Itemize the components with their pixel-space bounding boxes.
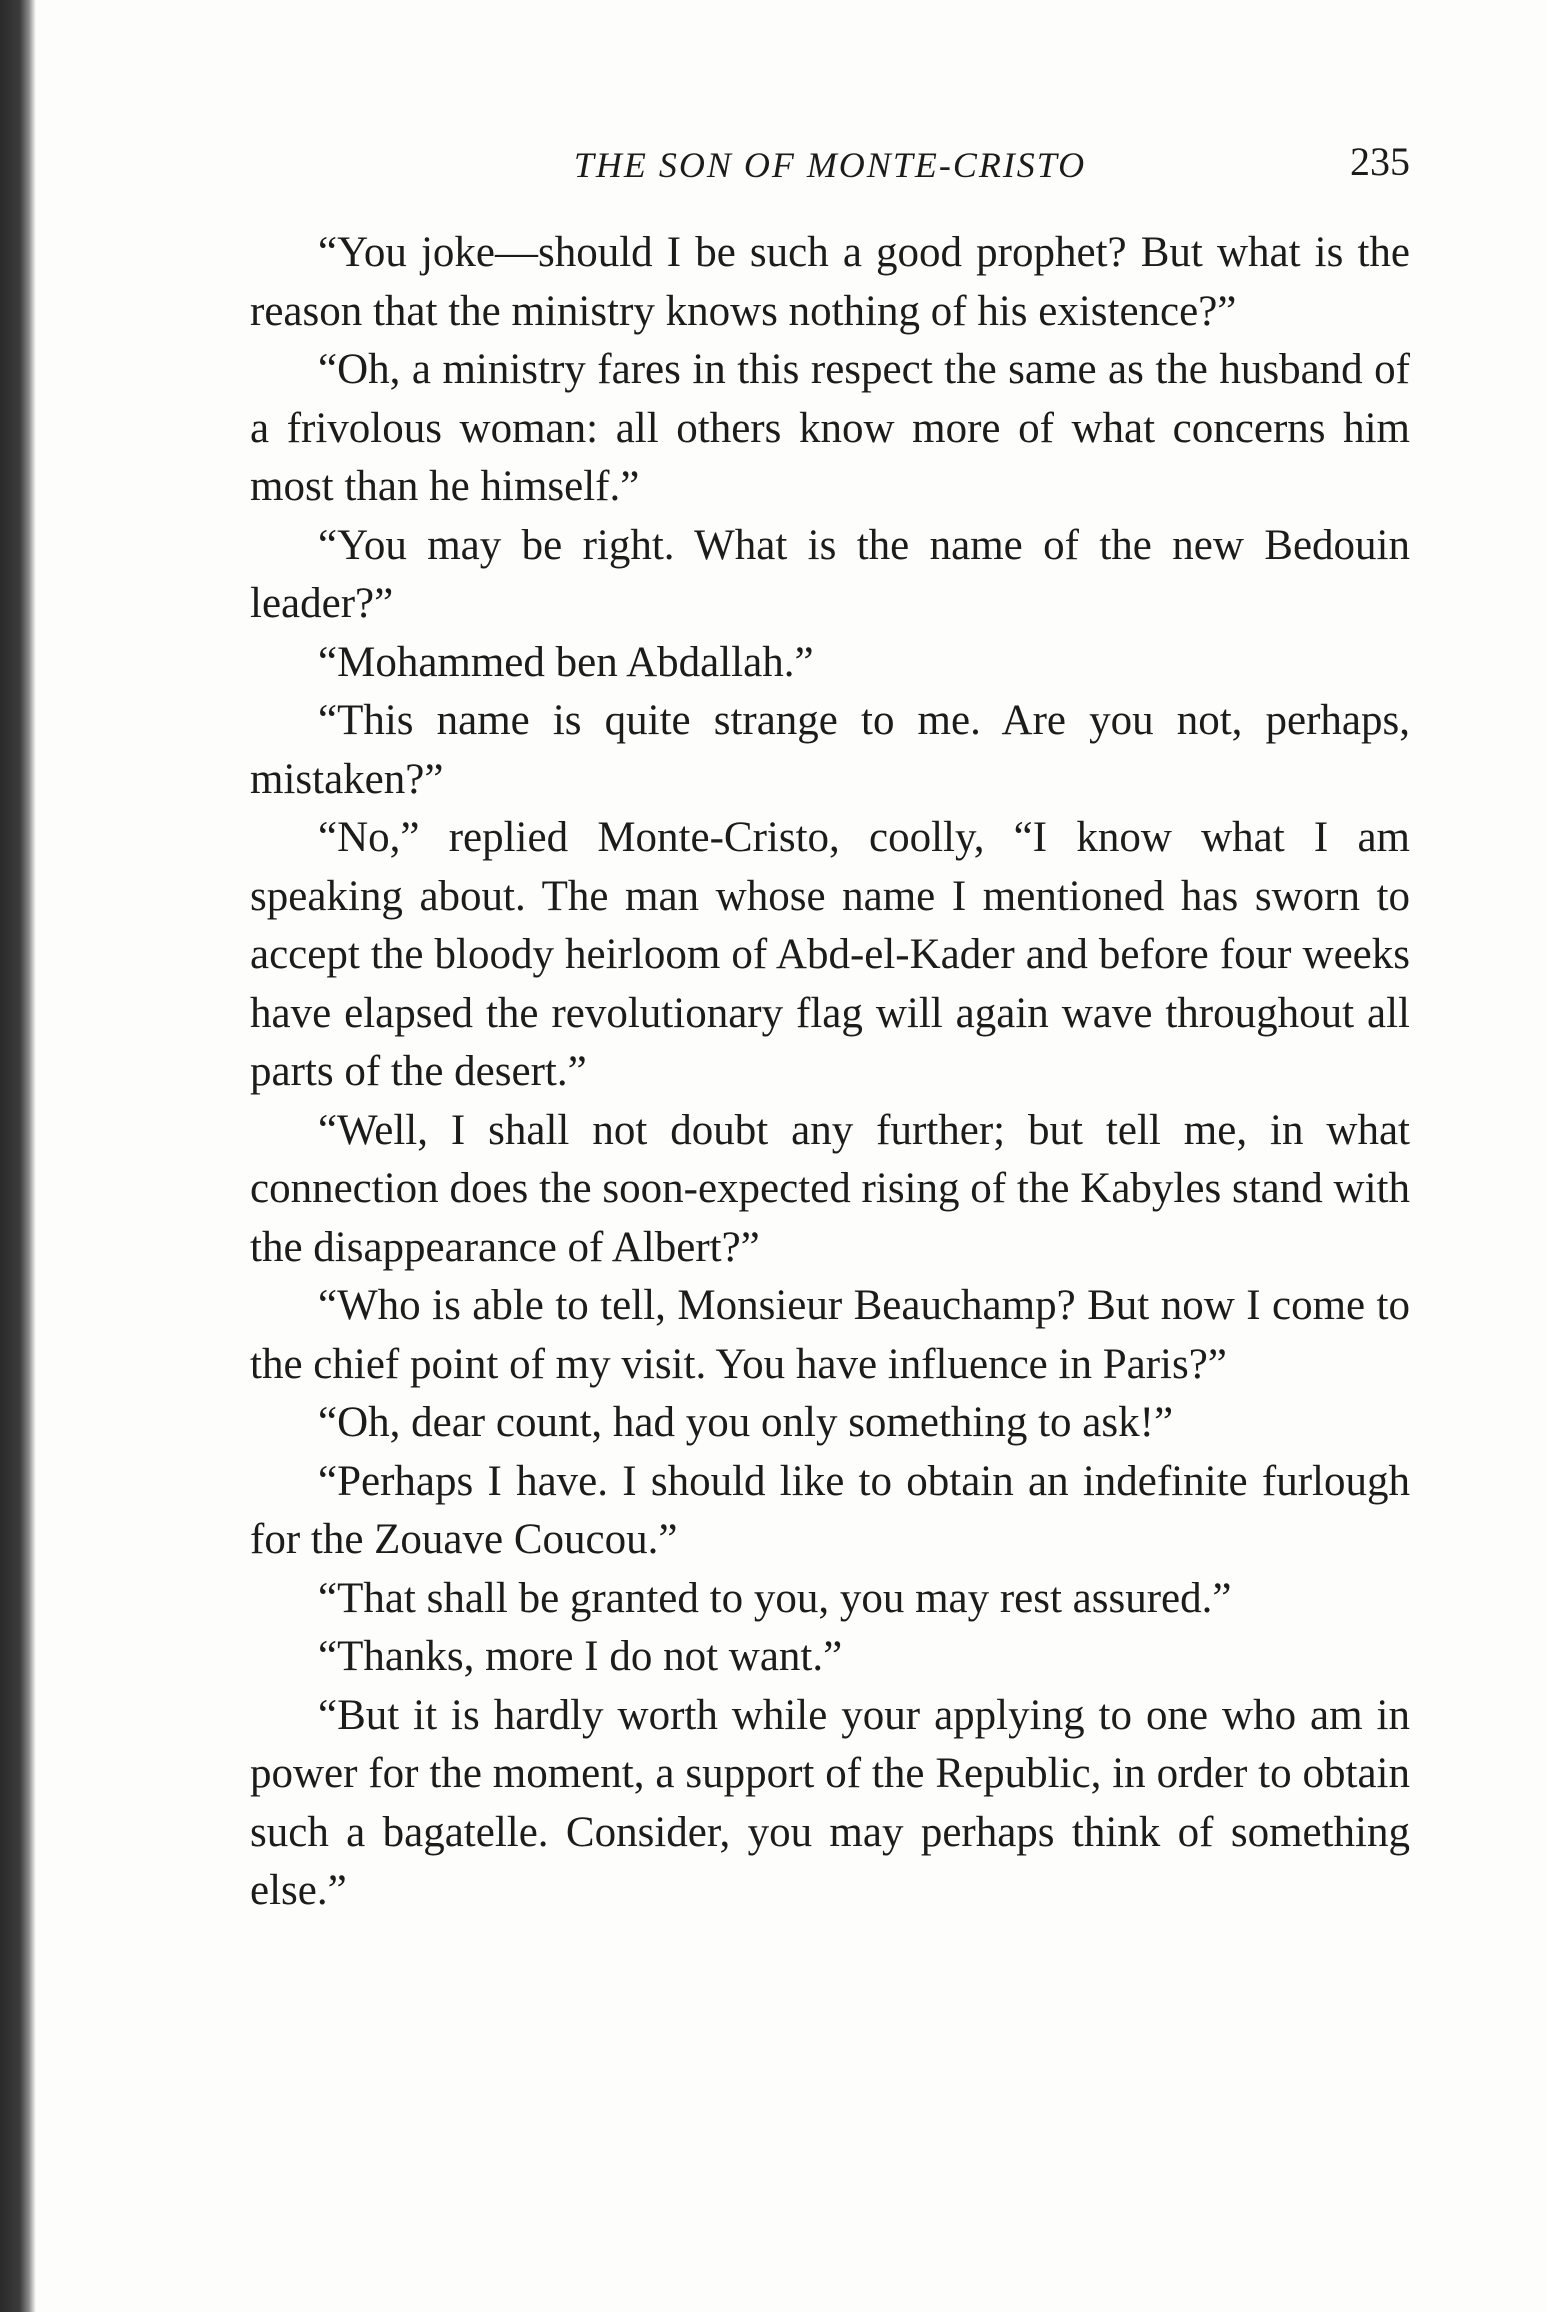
running-head-title: THE SON OF MONTE-CRISTO	[573, 145, 1087, 185]
paragraph: “You joke—should I be such a good prophet? But what is the reason that the ministry knows nothing of his existence?”	[250, 229, 1410, 335]
paragraph: “Thanks, more I do not want.”	[318, 1633, 843, 1680]
paragraph: “Mohammed ben Abdallah.”	[318, 638, 814, 686]
paragraph: “Oh, a ministry fares in this respect the same as the husband of a frivolous woman: all others know more of what concerns him most than he himself.”	[250, 346, 1410, 510]
paragraph: “Who is able to tell, Monsieur Beauchamp? But now I come to the chief point of my visit. You have influence in Paris?”	[250, 1282, 1410, 1388]
page-number: 235	[1350, 139, 1410, 184]
paragraph: “Well, I shall not doubt any further; but tell me, in what connection does the soon-expected rising of the Kabyles stand with the disappearance of Albert?”	[250, 1106, 1410, 1271]
paragraph: “You may be right. What is the name of the new Bedouin leader?”	[250, 521, 1410, 627]
page-binding-edge	[0, 0, 36, 2312]
paragraph: “That shall be granted to you, you may rest assured.”	[318, 1574, 1232, 1622]
paragraph: “This name is quite strange to me. Are you not, perhaps, mistaken?”	[250, 697, 1410, 803]
paragraph: “But it is hardly worth while your applying to one who am in power for the moment, a support of the Republic, in order to obtain such a bagatelle. Consider, you may perhaps think of something else.”	[250, 1691, 1410, 1914]
paragraph: “No,” replied Monte-Cristo, coolly, “I know what I am speaking about. The man whose name I mentioned has sworn to accept the bloody heirloom of Abd-el-Kader and before four weeks have elapsed the revolutionary flag will again wave throughout all parts of the desert.”	[250, 814, 1410, 1095]
body-text	[250, 224, 1410, 1921]
paragraph: “Perhaps I have. I should like to obtain an indefinite furlough for the Zouave Coucou.”	[250, 1457, 1410, 1563]
running-head	[250, 138, 1410, 202]
paragraph: “Oh, dear count, had you only something to ask!”	[318, 1399, 1174, 1446]
